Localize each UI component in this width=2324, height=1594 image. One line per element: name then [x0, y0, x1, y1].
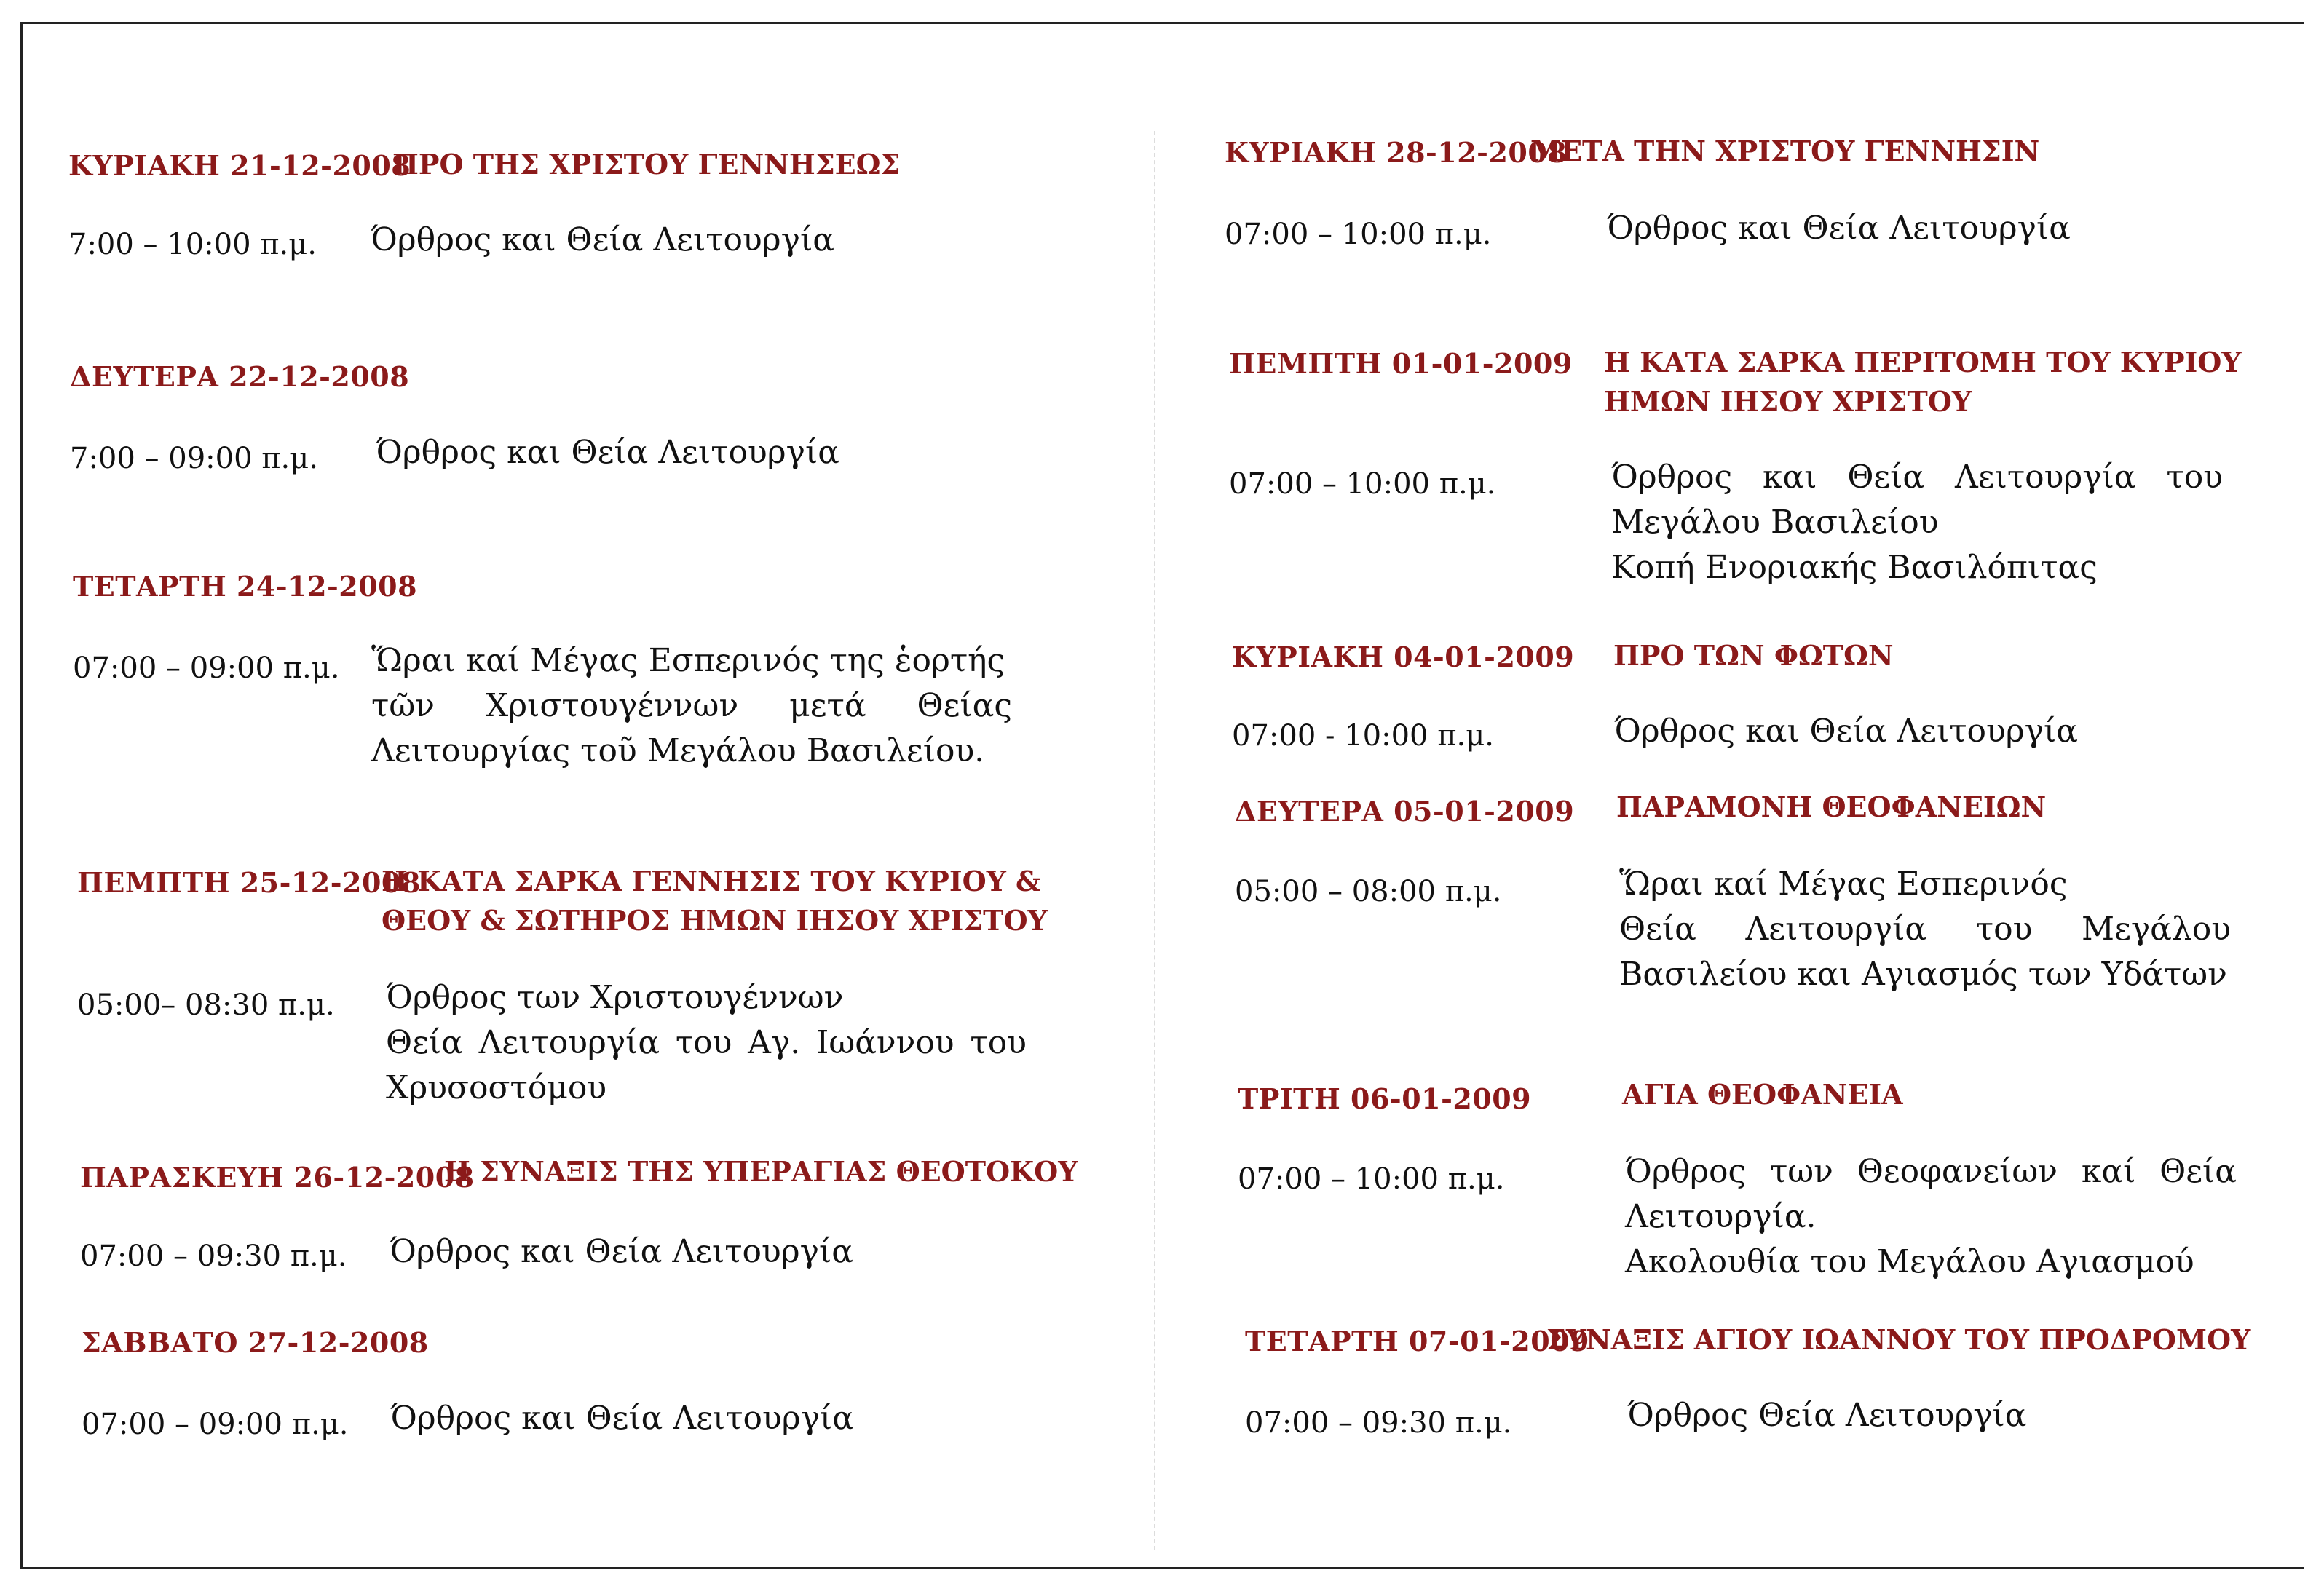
entry-title: [392, 145, 900, 184]
entry-time: 05:00– 08:30 π.μ.: [77, 988, 335, 1022]
title-line: ΠΑΡΑΜΟΝΗ ΘΕΟΦΑΝΕΙΩΝ: [1616, 790, 2047, 823]
entry-date: ΚΥΡΙΑΚΗ 04-01-2009: [1232, 641, 1575, 673]
title-line: ΑΓΙΑ ΘΕΟΦΑΝΕΙΑ: [1622, 1078, 1903, 1111]
entry-title: [1613, 636, 1894, 675]
entry-time: 07:00 – 09:30 π.μ.: [1245, 1406, 1512, 1440]
entry-service: [390, 1229, 943, 1274]
entry-time: 07:00 – 10:00 π.μ.: [1229, 467, 1496, 501]
entry-date: ΚΥΡΙΑΚΗ 28-12-2008: [1225, 136, 1568, 169]
service-line: Ὥραι καί Μέγας Εσπερινός: [1619, 865, 2068, 903]
entry-time: 07:00 - 10:00 π.μ.: [1232, 719, 1494, 753]
entry-service: [1627, 1393, 2210, 1438]
entry-service: [1614, 709, 2197, 754]
service-line: Μεγάλου Βασιλείου: [1611, 504, 1939, 541]
entry-title: [1530, 132, 2039, 171]
entry-date: ΤΕΤΑΡΤΗ 07-01-2009: [1245, 1325, 1590, 1357]
service-line: Όρθρος Θεία Λειτουργία: [1627, 1397, 2027, 1434]
entry-time: 7:00 – 10:00 π.μ.: [68, 228, 317, 261]
entry-date: ΤΡΙΤΗ 06-01-2009: [1238, 1082, 1532, 1115]
title-line: ΣΥΝΑΞΙΣ ΑΓΙΟΥ ΙΩΑΝΝΟΥ ΤΟΥ ΠΡΟΔΡΟΜΟΥ: [1546, 1323, 2251, 1356]
service-line: Θεία Λειτουργία του Αγ. Ιωάννου του: [386, 1024, 1027, 1061]
service-line: Θεία Λειτουργία του Μεγάλου: [1619, 911, 2231, 948]
entry-title: [1604, 343, 2242, 421]
fold-line: [1154, 131, 1155, 1550]
service-line: Ακολουθία του Μεγάλου Αγιασμού: [1625, 1243, 2194, 1280]
entry-title: [382, 862, 1048, 940]
service-line: τῶν Χριστουγέννων μετά Θείας: [371, 687, 1012, 724]
entry-service: [1619, 862, 2231, 997]
service-line: Όρθρος και Θεία Λειτουργία του: [1611, 459, 2223, 496]
entry-service: [1625, 1149, 2237, 1285]
entry-title: [1616, 788, 2046, 827]
service-line: Όρθρος και Θεία Λειτουργία: [1614, 713, 2078, 750]
entry-date: ΔΕΥΤΕΡΑ 22-12-2008: [70, 360, 410, 393]
entry-service: [371, 638, 1012, 774]
entry-service: [371, 218, 924, 263]
entry-service: [376, 430, 929, 475]
service-line: Όρθρος και Θεία Λειτουργία: [390, 1233, 853, 1270]
entry-service: [1607, 206, 2189, 251]
entry-time: 05:00 – 08:00 π.μ.: [1235, 875, 1502, 908]
title-line: Η ΚΑΤΑ ΣΑΡΚΑ ΓΕΝΝΗΣΙΣ ΤΟΥ ΚΥΡΙΟΥ &: [382, 865, 1041, 897]
entry-time: 07:00 – 09:00 π.μ.: [73, 651, 340, 685]
service-line: Χρυσοστόμου: [386, 1069, 607, 1106]
service-line: Βασιλείου και Αγιασμός των Υδάτων: [1619, 956, 2227, 993]
service-line: Ὥραι καί Μέγας Εσπερινός της ἑορτής: [371, 642, 1005, 679]
title-line: ΜΕΤΑ ΤΗΝ ΧΡΙΣΤΟΥ ΓΕΝΝΗΣΙΝ: [1530, 135, 2040, 167]
service-line: Όρθρος των Χριστουγέννων: [386, 979, 844, 1016]
service-line: Κοπή Ενοριακής Βασιλόπιτας: [1611, 549, 2098, 586]
service-line: Όρθρος και Θεία Λειτουργία: [1607, 210, 2071, 247]
entry-date: ΤΕΤΑΡΤΗ 24-12-2008: [73, 570, 418, 603]
entry-date: ΠΕΜΠΤΗ 01-01-2009: [1229, 347, 1573, 380]
title-line: ΠΡΟ ΤΗΣ ΧΡΙΣΤΟΥ ΓΕΝΝΗΣΕΩΣ: [392, 148, 901, 181]
service-line: Λειτουργίας τοῦ Μεγάλου Βασιλείου.: [371, 732, 985, 769]
entry-title: [444, 1152, 1078, 1191]
entry-time: 07:00 – 10:00 π.μ.: [1238, 1162, 1505, 1196]
entry-service: [390, 1396, 944, 1441]
service-line: Όρθρος των Θεοφανείων καί Θεία: [1625, 1153, 2237, 1190]
title-line: ΠΡΟ ΤΩΝ ΦΩΤΩΝ: [1613, 639, 1894, 672]
entry-time: 07:00 – 09:00 π.μ.: [82, 1408, 349, 1441]
title-line: Η ΚΑΤΑ ΣΑΡΚΑ ΠΕΡΙΤΟΜΗ ΤΟΥ ΚΥΡΙΟΥ: [1604, 346, 2242, 378]
entry-date: ΔΕΥΤΕΡΑ 05-01-2009: [1235, 795, 1575, 828]
entry-time: 07:00 – 09:30 π.μ.: [80, 1240, 347, 1273]
service-line: Όρθρος και Θεία Λειτουργία: [376, 434, 839, 471]
entry-date: ΠΑΡΑΣΚΕΥΗ 26-12-2008: [80, 1161, 475, 1194]
service-line: Λειτουργία.: [1625, 1198, 1817, 1235]
entry-title: [1622, 1075, 1903, 1114]
entry-title: [1546, 1320, 2250, 1360]
entry-date: ΠΕΜΠΤΗ 25-12-2008: [77, 866, 421, 899]
title-line: ΘΕΟΥ & ΣΩΤΗΡΟΣ ΗΜΩΝ ΙΗΣΟΥ ΧΡΙΣΤΟΥ: [382, 904, 1048, 937]
title-line: ΗΜΩΝ ΙΗΣΟΥ ΧΡΙΣΤΟΥ: [1604, 385, 1972, 418]
entry-date: ΣΑΒΒΑΤΟ 27-12-2008: [82, 1326, 429, 1359]
entry-service: [1611, 455, 2223, 590]
entry-time: 7:00 – 09:00 π.μ.: [70, 442, 318, 475]
entry-service: [386, 975, 1027, 1111]
entry-time: 07:00 – 10:00 π.μ.: [1225, 218, 1492, 251]
service-line: Όρθρος και Θεία Λειτουργία: [371, 221, 834, 258]
entry-date: ΚΥΡΙΑΚΗ 21-12-2008: [68, 149, 411, 182]
title-line: Η ΣΥΝΑΞΙΣ ΤΗΣ ΥΠΕΡΑΓΙΑΣ ΘΕΟΤΟΚΟΥ: [444, 1155, 1078, 1188]
service-line: Όρθρος και Θεία Λειτουργία: [390, 1400, 854, 1437]
